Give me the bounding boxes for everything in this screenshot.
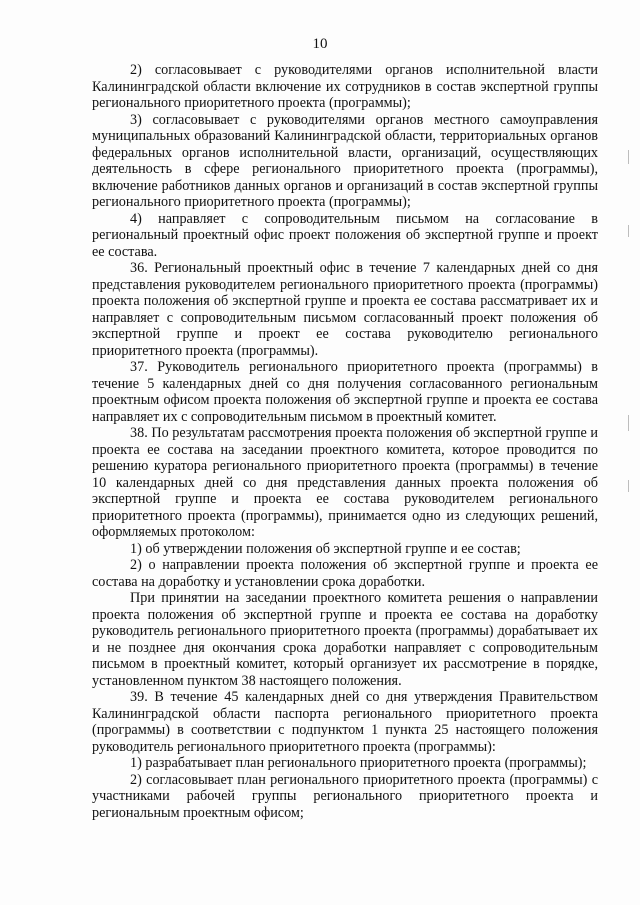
clause-37: 37. Руководитель регионального приоритетного проекта (программы) в течение 5 календарных дней со дня получения согласованного региональным проектным офисом проекта положения об экспертной группе и проекта ее состава направляет их с сопроводительным письмом в проектный комитет.: [92, 359, 598, 425]
clause-39: 39. В течение 45 календарных дней со дня утверждения Правительством Калининградской области паспорта регионального приоритетного проекта (программы) в соответствии с подпунктом 1 пункта 25 настоящего положения руководитель регионального приоритетного проекта (программы):: [92, 689, 598, 755]
clause-39-item-1: 1) разрабатывает план регионального приоритетного проекта (программы);: [130, 755, 587, 771]
revision-paragraph: При принятии на заседании проектного комитета решения о направлении проекта положения об экспертной группе и проекта ее состава на доработку руководитель регионального приоритетного проекта (программы) дорабатывает их и не позднее дня окончания срока доработки направляет с сопроводительным письмом в проектный комитет, который организует их рассмотрение в порядке, установленном пунктом 38 настоящего положения.: [92, 590, 598, 689]
clause-39-item-2: 2) согласовывает план регионального приоритетного проекта (программы) с участниками рабочей группы регионального приоритетного проекта и региональным проектным офисом;: [92, 771, 598, 821]
clause-38: 38. По результатам рассмотрения проекта положения об экспертной группе и проекта ее состава на заседании проектного комитета, которое проводится по решению куратора регионального приоритетного проекта (программы) в течение 10 календарных дней со дня представления данных проекта положения об экспертной группе и проекта ее состава руководителем регионального приоритетного проекта (программы), принимается одно из следующих решений, оформляемых протоколом:: [92, 425, 598, 540]
scan-edge-mark: [628, 150, 629, 164]
paragraph-2-coordinate-executive: 2) согласовывает с руководителями органов исполнительной власти Калининградской области включение их сотрудников в состав экспертной группы регионального приоритетного проекта (программы);: [92, 62, 598, 111]
scan-edge-mark: [628, 225, 629, 237]
scan-edge-mark: [628, 480, 629, 492]
paragraph-3-coordinate-municipal: 3) согласовывает с руководителями органов местного самоуправления муниципальных образований Калининградской области, территориальных органов федеральных органов исполнительной власти, организаций, осуществляющих деятельность в сфере регионального приоритетного проекта (программы), включение работников данных органов и организаций в состав экспертной группы регионального приоритетного проекта (программы);: [92, 111, 598, 210]
clause-38-option-1: 1) об утверждении положения об экспертной группе и ее состав;: [130, 540, 521, 557]
document-body: [92, 62, 598, 821]
page-number: 10: [312, 36, 328, 52]
clause-36: 36. Региональный проектный офис в течение 7 календарных дней со дня представления руководителем регионального приоритетного проекта (программы) проекта положения об экспертной группе и проекта ее состава рассматривает их и направляет с сопроводительным письмом согласованный проект положения об экспертной группе и проект ее состава руководителю регионального приоритетного проекта (программы).: [92, 260, 598, 359]
clause-38-option-2: 2) о направлении проекта положения об экспертной группе и проекта ее состава на доработку и установлении срока доработки.: [92, 557, 598, 590]
scan-edge-mark: [628, 415, 629, 431]
paragraph-4-send-for-approval: 4) направляет с сопроводительным письмом на согласование в региональный проектный офис проект положения об экспертной группе и проект ее состава.: [92, 210, 598, 260]
